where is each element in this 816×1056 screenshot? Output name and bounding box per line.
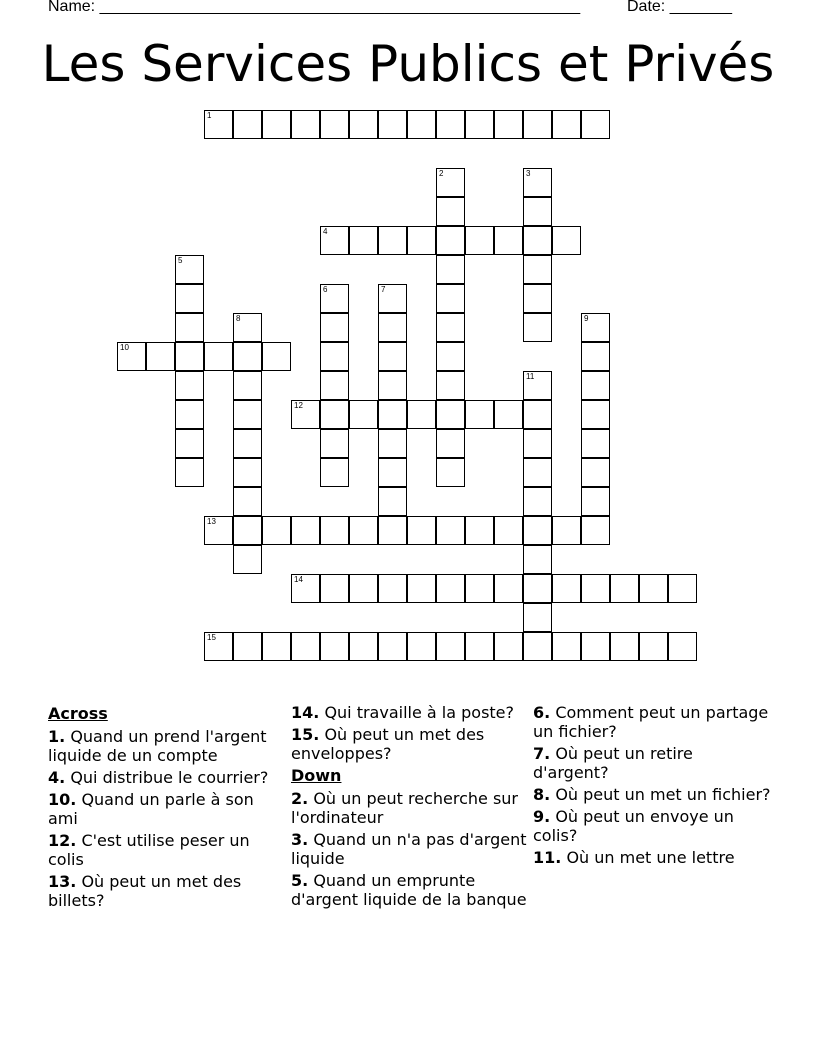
clue-text: Où peut un envoye un colis? [533, 807, 734, 845]
grid-cell[interactable] [494, 400, 523, 429]
clue-number-label: 9 [584, 314, 589, 323]
grid-cell[interactable] [320, 342, 349, 371]
grid-cell[interactable] [233, 400, 262, 429]
clue-down-9 [533, 807, 773, 845]
grid-cell[interactable] [378, 632, 407, 661]
grid-cell[interactable] [407, 632, 436, 661]
grid-cell[interactable] [552, 110, 581, 139]
grid-cell[interactable] [523, 487, 552, 516]
grid-cell[interactable] [436, 574, 465, 603]
clue-number-label: 4 [323, 227, 328, 236]
clue-down-5 [291, 871, 527, 909]
grid-cell[interactable] [436, 632, 465, 661]
grid-cell[interactable] [639, 574, 668, 603]
clue-number-label: 6 [323, 285, 328, 294]
grid-cell[interactable] [291, 400, 320, 429]
grid-cell[interactable] [523, 516, 552, 545]
grid-cell[interactable] [523, 632, 552, 661]
grid-cell[interactable] [233, 487, 262, 516]
grid-cell[interactable] [436, 226, 465, 255]
clue-number-label: 12 [294, 401, 303, 410]
clue-text: Où peut un retire d'argent? [533, 744, 693, 782]
grid-cell[interactable] [320, 574, 349, 603]
grid-cell[interactable] [523, 197, 552, 226]
grid-cell[interactable] [407, 516, 436, 545]
clue-text: Où peut un met un fichier? [555, 785, 771, 804]
clue-number-label: 10 [120, 343, 129, 352]
grid-cell[interactable] [320, 632, 349, 661]
grid-cell[interactable] [320, 429, 349, 458]
grid-cell[interactable] [320, 226, 349, 255]
grid-cell[interactable] [436, 284, 465, 313]
grid-cell[interactable] [523, 545, 552, 574]
grid-cell[interactable] [407, 400, 436, 429]
clue-number: 13. [48, 872, 77, 891]
grid-cell[interactable] [523, 429, 552, 458]
grid-cell[interactable] [204, 342, 233, 371]
clue-number-label: 7 [381, 285, 386, 294]
grid-cell[interactable] [233, 110, 262, 139]
grid-cell[interactable] [320, 400, 349, 429]
clue-number-label: 8 [236, 314, 241, 323]
grid-cell[interactable] [349, 632, 378, 661]
grid-cell[interactable] [523, 284, 552, 313]
clue-number: 12. [48, 831, 77, 850]
grid-cell[interactable] [146, 342, 175, 371]
grid-cell[interactable] [436, 197, 465, 226]
grid-cell[interactable] [262, 632, 291, 661]
grid-cell[interactable] [581, 429, 610, 458]
clue-number: 8. [533, 785, 551, 804]
grid-cell[interactable] [320, 313, 349, 342]
grid-cell[interactable] [668, 574, 697, 603]
grid-cell[interactable] [436, 400, 465, 429]
grid-cell[interactable] [320, 458, 349, 487]
clue-number: 11. [533, 848, 562, 867]
grid-cell[interactable] [436, 458, 465, 487]
grid-cell[interactable] [175, 400, 204, 429]
grid-cell[interactable] [233, 313, 262, 342]
grid-cell[interactable] [175, 458, 204, 487]
grid-cell[interactable] [436, 429, 465, 458]
grid-cell[interactable] [581, 110, 610, 139]
clue-text: Où peut un met des enveloppes? [291, 725, 485, 763]
grid-cell[interactable] [262, 516, 291, 545]
clue-down-3 [291, 830, 527, 868]
grid-cell[interactable] [610, 574, 639, 603]
grid-cell[interactable] [233, 458, 262, 487]
grid-cell[interactable] [378, 574, 407, 603]
grid-cell[interactable] [465, 110, 494, 139]
clue-number-label: 5 [178, 256, 183, 265]
grid-cell[interactable] [581, 574, 610, 603]
grid-cell[interactable] [552, 516, 581, 545]
grid-cell[interactable] [349, 226, 378, 255]
grid-cell[interactable] [581, 342, 610, 371]
grid-cell[interactable] [291, 632, 320, 661]
grid-cell[interactable] [233, 429, 262, 458]
grid-cell[interactable] [581, 487, 610, 516]
grid-cell[interactable] [378, 429, 407, 458]
clue-number: 3. [291, 830, 309, 849]
clue-text: Où peut un met des billets? [48, 872, 242, 910]
page-title: Les Services Publics et Privés [41, 35, 775, 93]
grid-cell[interactable] [233, 342, 262, 371]
clue-number-label: 14 [294, 575, 303, 584]
grid-cell[interactable] [233, 516, 262, 545]
clues-column-1 [48, 703, 280, 913]
grid-cell[interactable] [436, 371, 465, 400]
clue-number: 5. [291, 871, 309, 890]
clue-across-15 [291, 725, 527, 763]
clue-text: C'est utilise peser un colis [48, 831, 250, 869]
clue-number: 15. [291, 725, 320, 744]
grid-cell[interactable] [581, 313, 610, 342]
clue-down-7 [533, 744, 773, 782]
grid-cell[interactable] [407, 226, 436, 255]
clue-across-1 [48, 727, 280, 765]
clue-number-label: 2 [439, 169, 444, 178]
clue-down-2 [291, 789, 527, 827]
grid-cell[interactable] [581, 400, 610, 429]
grid-cell[interactable] [465, 400, 494, 429]
grid-cell[interactable] [581, 458, 610, 487]
grid-cell[interactable] [320, 284, 349, 313]
grid-cell[interactable] [610, 632, 639, 661]
clue-number: 4. [48, 768, 66, 787]
grid-cell[interactable] [233, 632, 262, 661]
grid-cell[interactable] [175, 371, 204, 400]
grid-cell[interactable] [204, 516, 233, 545]
grid-cell[interactable] [175, 313, 204, 342]
grid-cell[interactable] [378, 284, 407, 313]
grid-cell[interactable] [117, 342, 146, 371]
grid-cell[interactable] [378, 342, 407, 371]
clue-across-14 [291, 703, 527, 722]
grid-cell[interactable] [523, 371, 552, 400]
clue-down-6 [533, 703, 773, 741]
grid-cell[interactable] [581, 516, 610, 545]
grid-cell[interactable] [349, 400, 378, 429]
clues-column-2 [291, 703, 527, 912]
grid-cell[interactable] [204, 632, 233, 661]
grid-cell[interactable] [668, 632, 697, 661]
clue-number-label: 13 [207, 517, 216, 526]
grid-cell[interactable] [407, 110, 436, 139]
clue-across-4 [48, 768, 280, 787]
grid-cell[interactable] [523, 313, 552, 342]
grid-cell[interactable] [320, 516, 349, 545]
grid-cell[interactable] [581, 632, 610, 661]
clue-number: 14. [291, 703, 320, 722]
clue-number-label: 11 [526, 372, 535, 381]
grid-cell[interactable] [378, 226, 407, 255]
clue-across-10 [48, 790, 280, 828]
clue-text: Quand un parle à son ami [48, 790, 254, 828]
clue-text: Quand un n'a pas d'argent liquide [291, 830, 527, 868]
grid-cell[interactable] [494, 110, 523, 139]
grid-cell[interactable] [262, 342, 291, 371]
clue-across-13 [48, 872, 280, 910]
grid-cell[interactable] [291, 574, 320, 603]
clue-text: Où un met une lettre [566, 848, 735, 867]
grid-cell[interactable] [233, 371, 262, 400]
clue-down-11 [533, 848, 773, 867]
grid-cell[interactable] [291, 110, 320, 139]
grid-cell[interactable] [523, 226, 552, 255]
clue-number-label: 1 [207, 111, 212, 120]
grid-cell[interactable] [436, 342, 465, 371]
grid-cell[interactable] [436, 516, 465, 545]
down-heading: Down [291, 766, 342, 785]
grid-cell[interactable] [494, 574, 523, 603]
grid-cell[interactable] [320, 371, 349, 400]
grid-cell[interactable] [378, 516, 407, 545]
grid-cell[interactable] [523, 458, 552, 487]
grid-cell[interactable] [552, 632, 581, 661]
clue-text: Quand un emprunte d'argent liquide de la banque [291, 871, 527, 909]
grid-cell[interactable] [494, 226, 523, 255]
clue-text: Qui distribue le courrier? [70, 768, 269, 787]
grid-cell[interactable] [523, 603, 552, 632]
across-heading: Across [48, 704, 108, 723]
grid-cell[interactable] [465, 226, 494, 255]
grid-cell[interactable] [175, 255, 204, 284]
clues-column-3 [533, 703, 773, 870]
grid-cell[interactable] [378, 110, 407, 139]
grid-cell[interactable] [581, 371, 610, 400]
clue-text: Quand un prend l'argent liquide de un compte [48, 727, 267, 765]
grid-cell[interactable] [175, 342, 204, 371]
grid-cell[interactable] [204, 110, 233, 139]
grid-cell[interactable] [436, 313, 465, 342]
date-field-line[interactable]: Date: _______ [627, 0, 732, 15]
grid-cell[interactable] [436, 255, 465, 284]
grid-cell[interactable] [378, 458, 407, 487]
grid-cell[interactable] [465, 574, 494, 603]
clue-number-label: 15 [207, 633, 216, 642]
clue-number: 7. [533, 744, 551, 763]
grid-cell[interactable] [494, 516, 523, 545]
grid-cell[interactable] [175, 284, 204, 313]
grid-cell[interactable] [552, 226, 581, 255]
clue-down-8 [533, 785, 773, 804]
grid-cell[interactable] [494, 632, 523, 661]
grid-cell[interactable] [465, 632, 494, 661]
grid-cell[interactable] [320, 110, 349, 139]
clue-number: 10. [48, 790, 77, 809]
grid-cell[interactable] [552, 574, 581, 603]
grid-cell[interactable] [175, 429, 204, 458]
grid-cell[interactable] [523, 168, 552, 197]
grid-cell[interactable] [639, 632, 668, 661]
grid-cell[interactable] [349, 110, 378, 139]
grid-cell[interactable] [436, 110, 465, 139]
grid-cell[interactable] [523, 255, 552, 284]
grid-cell[interactable] [407, 574, 436, 603]
grid-cell[interactable] [436, 168, 465, 197]
grid-cell[interactable] [378, 313, 407, 342]
name-field-line[interactable]: Name: ______________________________________________________ [48, 0, 581, 15]
clue-text: Qui travaille à la poste? [324, 703, 515, 722]
clue-number: 1. [48, 727, 66, 746]
grid-cell[interactable] [378, 400, 407, 429]
grid-cell[interactable] [523, 574, 552, 603]
grid-cell[interactable] [349, 574, 378, 603]
grid-cell[interactable] [378, 487, 407, 516]
clue-number: 6. [533, 703, 551, 722]
clue-number-label: 3 [526, 169, 531, 178]
clue-text: Comment peut un partage un fichier? [533, 703, 769, 741]
grid-cell[interactable] [523, 400, 552, 429]
grid-cell[interactable] [233, 545, 262, 574]
grid-cell[interactable] [262, 110, 291, 139]
clue-across-12 [48, 831, 280, 869]
grid-cell[interactable] [523, 110, 552, 139]
clue-number: 9. [533, 807, 551, 826]
grid-cell[interactable] [465, 516, 494, 545]
clue-number: 2. [291, 789, 309, 808]
grid-cell[interactable] [349, 516, 378, 545]
grid-cell[interactable] [291, 516, 320, 545]
grid-cell[interactable] [378, 371, 407, 400]
clue-text: Où un peut recherche sur l'ordinateur [291, 789, 518, 827]
